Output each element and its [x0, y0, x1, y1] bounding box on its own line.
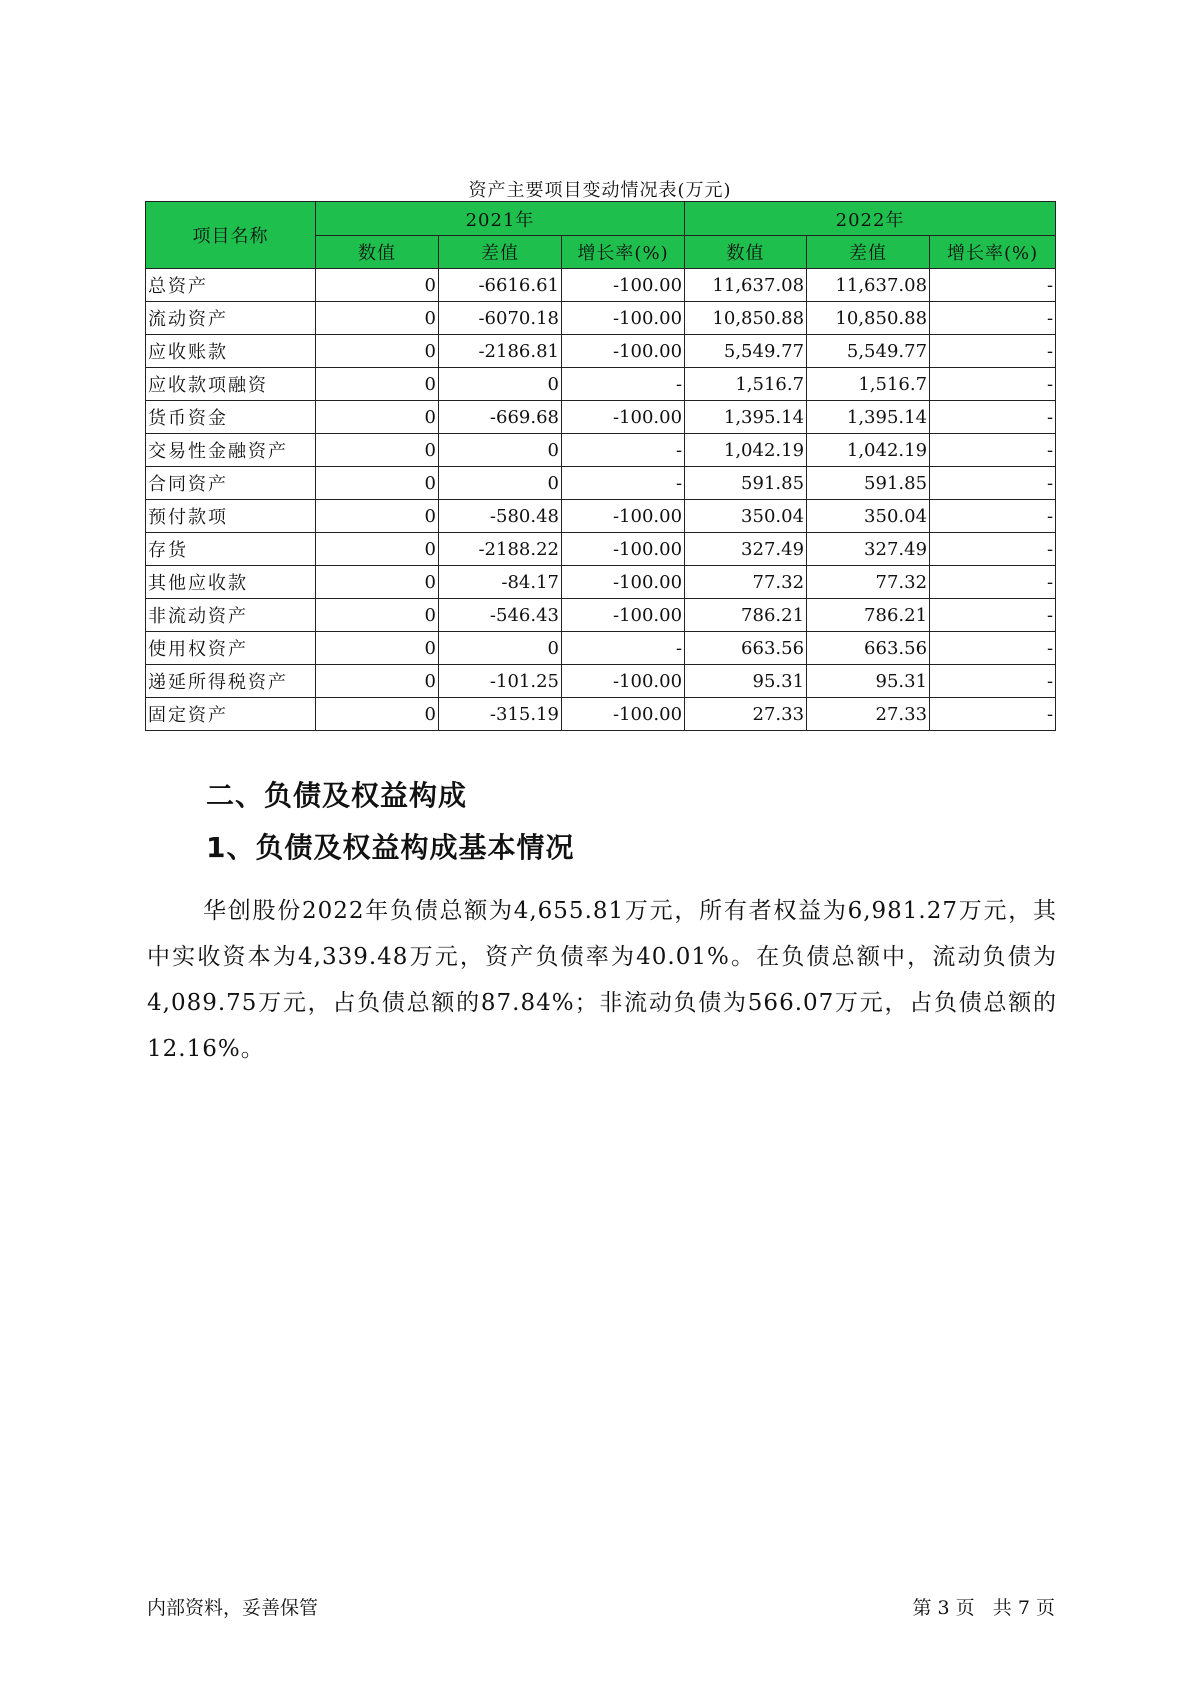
- diff-2021-cell: 0: [439, 467, 562, 500]
- value-2022-cell: 1,395.14: [685, 401, 807, 434]
- diff-2021-cell: -669.68: [439, 401, 562, 434]
- row-name-cell: 非流动资产: [146, 599, 316, 632]
- value-2021-cell: 0: [316, 632, 439, 665]
- growth-2021-cell: -100.00: [562, 599, 685, 632]
- table-row: [146, 533, 1056, 566]
- value-2022-cell: 1,042.19: [685, 434, 807, 467]
- diff-2021-cell: -101.25: [439, 665, 562, 698]
- row-name-cell: 递延所得税资产: [146, 665, 316, 698]
- value-2021-cell: 0: [316, 599, 439, 632]
- row-name-cell: 存货: [146, 533, 316, 566]
- header-year-2022: 2022年: [685, 202, 1056, 236]
- table-row: [146, 302, 1056, 335]
- diff-2022-cell: 5,549.77: [807, 335, 930, 368]
- growth-2021-cell: -100.00: [562, 665, 685, 698]
- diff-2022-cell: 95.31: [807, 665, 930, 698]
- value-2022-cell: 77.32: [685, 566, 807, 599]
- growth-2021-cell: -100.00: [562, 500, 685, 533]
- page-suffix: 页: [1035, 1597, 1055, 1619]
- diff-2021-cell: -6616.61: [439, 269, 562, 302]
- table-row: [146, 698, 1056, 731]
- growth-2022-cell: -: [930, 401, 1056, 434]
- row-name-cell: 总资产: [146, 269, 316, 302]
- diff-2022-cell: 10,850.88: [807, 302, 930, 335]
- diff-2021-cell: -2186.81: [439, 335, 562, 368]
- header-value-2022: 数值: [685, 236, 807, 269]
- value-2022-cell: 786.21: [685, 599, 807, 632]
- header-year-2021: 2021年: [316, 202, 685, 236]
- value-2021-cell: 0: [316, 368, 439, 401]
- header-diff-2022: 差值: [807, 236, 930, 269]
- growth-2022-cell: -: [930, 599, 1056, 632]
- growth-2022-cell: -: [930, 269, 1056, 302]
- growth-2022-cell: -: [930, 302, 1056, 335]
- table-row: [146, 335, 1056, 368]
- header-growth-2021: 增长率(%): [562, 236, 685, 269]
- row-name-cell: 交易性金融资产: [146, 434, 316, 467]
- value-2021-cell: 0: [316, 269, 439, 302]
- diff-2022-cell: 1,395.14: [807, 401, 930, 434]
- diff-2021-cell: 0: [439, 434, 562, 467]
- section-heading: 二、负债及权益构成: [206, 779, 468, 812]
- row-name-cell: 货币资金: [146, 401, 316, 434]
- page-current: 3: [937, 1597, 950, 1619]
- page-prefix: 第: [912, 1597, 932, 1619]
- diff-2022-cell: 786.21: [807, 599, 930, 632]
- growth-2022-cell: -: [930, 665, 1056, 698]
- diff-2021-cell: -6070.18: [439, 302, 562, 335]
- header-growth-2022: 增长率(%): [930, 236, 1056, 269]
- diff-2022-cell: 77.32: [807, 566, 930, 599]
- row-name-cell: 合同资产: [146, 467, 316, 500]
- value-2021-cell: 0: [316, 434, 439, 467]
- growth-2022-cell: -: [930, 368, 1056, 401]
- table-row: [146, 467, 1056, 500]
- growth-2022-cell: -: [930, 467, 1056, 500]
- growth-2021-cell: -: [562, 467, 685, 500]
- diff-2021-cell: -315.19: [439, 698, 562, 731]
- page-mid: 页: [955, 1597, 975, 1619]
- diff-2022-cell: 591.85: [807, 467, 930, 500]
- value-2022-cell: 1,516.7: [685, 368, 807, 401]
- value-2021-cell: 0: [316, 665, 439, 698]
- value-2021-cell: 0: [316, 467, 439, 500]
- value-2021-cell: 0: [316, 533, 439, 566]
- section-paragraph: 华创股份2022年负债总额为4,655.81万元，所有者权益为6,981.27万元，其中实收资本为4,339.48万元，资产负债率为40.01%。在负债总额中，流动负债为4,089.75万元，占负债总额的87.84%；非流动负债为566.07万元，占负债总额的12.16%。: [147, 898, 1057, 1062]
- table-row: [146, 500, 1056, 533]
- row-name-cell: 固定资产: [146, 698, 316, 731]
- diff-2021-cell: -546.43: [439, 599, 562, 632]
- row-name-cell: 预付款项: [146, 500, 316, 533]
- diff-2022-cell: 327.49: [807, 533, 930, 566]
- growth-2022-cell: -: [930, 533, 1056, 566]
- value-2022-cell: 350.04: [685, 500, 807, 533]
- table-row: [146, 368, 1056, 401]
- diff-2021-cell: 0: [439, 368, 562, 401]
- diff-2022-cell: 11,637.08: [807, 269, 930, 302]
- row-name-cell: 其他应收款: [146, 566, 316, 599]
- growth-2022-cell: -: [930, 566, 1056, 599]
- value-2022-cell: 5,549.77: [685, 335, 807, 368]
- growth-2021-cell: -: [562, 632, 685, 665]
- page-total-prefix: 共: [992, 1597, 1012, 1619]
- value-2021-cell: 0: [316, 302, 439, 335]
- growth-2021-cell: -100.00: [562, 533, 685, 566]
- row-name-cell: 使用权资产: [146, 632, 316, 665]
- value-2021-cell: 0: [316, 335, 439, 368]
- growth-2022-cell: -: [930, 434, 1056, 467]
- page-number: [912, 1593, 1055, 1620]
- diff-2021-cell: -580.48: [439, 500, 562, 533]
- value-2022-cell: 591.85: [685, 467, 807, 500]
- growth-2021-cell: -100.00: [562, 269, 685, 302]
- row-name-cell: 应收账款: [146, 335, 316, 368]
- diff-2022-cell: 27.33: [807, 698, 930, 731]
- value-2022-cell: 327.49: [685, 533, 807, 566]
- table-row: [146, 599, 1056, 632]
- growth-2021-cell: -100.00: [562, 401, 685, 434]
- value-2022-cell: 663.56: [685, 632, 807, 665]
- growth-2021-cell: -100.00: [562, 566, 685, 599]
- page-total: 7: [1017, 1597, 1030, 1619]
- diff-2021-cell: -2188.22: [439, 533, 562, 566]
- table-caption: 资产主要项目变动情况表(万元): [468, 180, 732, 201]
- table-row: [146, 665, 1056, 698]
- header-value-2021: 数值: [316, 236, 439, 269]
- growth-2021-cell: -100.00: [562, 698, 685, 731]
- section-subheading: 1、负债及权益构成基本情况: [206, 831, 575, 864]
- asset-changes-table: [145, 201, 1056, 731]
- value-2022-cell: 95.31: [685, 665, 807, 698]
- growth-2021-cell: -100.00: [562, 335, 685, 368]
- diff-2021-cell: 0: [439, 632, 562, 665]
- growth-2022-cell: -: [930, 500, 1056, 533]
- table-row: [146, 269, 1056, 302]
- diff-2021-cell: -84.17: [439, 566, 562, 599]
- header-item-name: 项目名称: [146, 202, 316, 269]
- table-row: [146, 632, 1056, 665]
- diff-2022-cell: 1,516.7: [807, 368, 930, 401]
- diff-2022-cell: 350.04: [807, 500, 930, 533]
- table-row: [146, 401, 1056, 434]
- row-name-cell: 应收款项融资: [146, 368, 316, 401]
- growth-2022-cell: -: [930, 335, 1056, 368]
- value-2021-cell: 0: [316, 566, 439, 599]
- row-name-cell: 流动资产: [146, 302, 316, 335]
- value-2021-cell: 0: [316, 401, 439, 434]
- growth-2022-cell: -: [930, 698, 1056, 731]
- value-2022-cell: 10,850.88: [685, 302, 807, 335]
- footer-confidential-note: 内部资料，妥善保管: [147, 1597, 319, 1619]
- value-2022-cell: 27.33: [685, 698, 807, 731]
- value-2022-cell: 11,637.08: [685, 269, 807, 302]
- table-row: [146, 566, 1056, 599]
- diff-2022-cell: 1,042.19: [807, 434, 930, 467]
- growth-2022-cell: -: [930, 632, 1056, 665]
- value-2021-cell: 0: [316, 698, 439, 731]
- growth-2021-cell: -: [562, 368, 685, 401]
- diff-2022-cell: 663.56: [807, 632, 930, 665]
- growth-2021-cell: -100.00: [562, 302, 685, 335]
- header-diff-2021: 差值: [439, 236, 562, 269]
- value-2021-cell: 0: [316, 500, 439, 533]
- growth-2021-cell: -: [562, 434, 685, 467]
- table-row: [146, 434, 1056, 467]
